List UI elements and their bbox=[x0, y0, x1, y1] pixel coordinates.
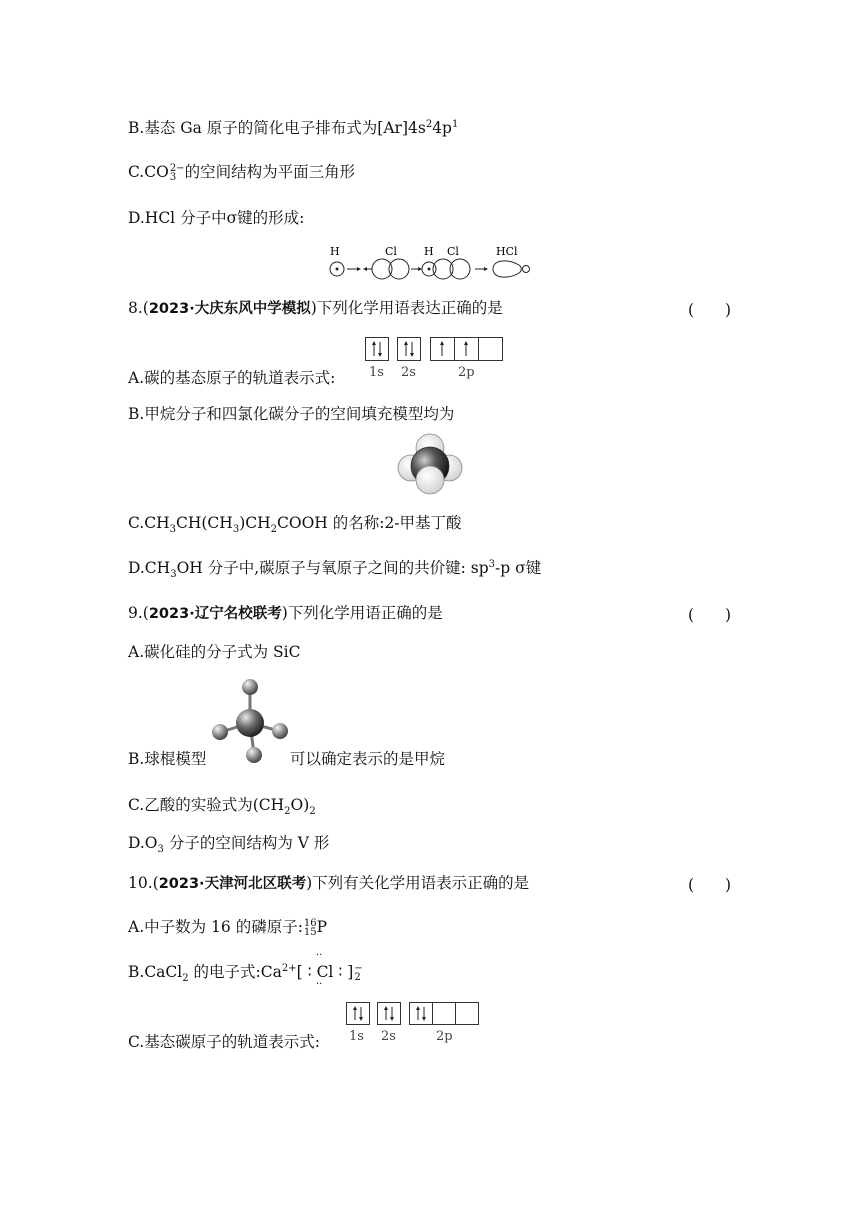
q10-electron-formula: [ ∶ Cl ∶ ] bbox=[296, 963, 354, 981]
q8-option-c-part: COOH 的名称:2-甲基丁酸 bbox=[277, 514, 462, 532]
q8-source: 2023·大庆东风中学模拟 bbox=[148, 301, 311, 317]
arrow-right-icon bbox=[484, 267, 488, 271]
arrow-left-icon bbox=[363, 267, 367, 271]
orbital-box-1s bbox=[346, 1002, 370, 1025]
orbital-label-2p: 2p bbox=[436, 1029, 453, 1044]
q10-element-symbol: P bbox=[316, 918, 328, 936]
orbital-box-2s bbox=[397, 337, 421, 361]
hcl-sigma-bond-diagram bbox=[325, 242, 535, 282]
q10-option-a bbox=[128, 917, 327, 937]
q10-option-b-prefix: B.CaCl bbox=[128, 963, 183, 981]
orbital-box-2p-2 bbox=[454, 337, 479, 361]
q9-option-d-part: D.O bbox=[128, 834, 158, 852]
q10-source: 2023·天津河北区联考 bbox=[158, 876, 307, 892]
q8-option-c-sub: 2 bbox=[270, 524, 277, 536]
q8-option-d-part: OH 分子中,碳原子与氧原子之间的共价键: sp bbox=[176, 559, 489, 577]
q8-option-d-part: D.CH bbox=[128, 559, 171, 577]
q10-option-c: C.基态碳原子的轨道表示式: bbox=[128, 1033, 320, 1051]
q8-option-c-part: C.CH bbox=[128, 514, 170, 532]
space-filling-model-image bbox=[397, 432, 463, 496]
q7-option-d: D.HCl 分子中σ键的形成: bbox=[128, 209, 305, 227]
q8-stem-text: )下列化学用语表达正确的是 bbox=[310, 299, 503, 317]
arrow-right-icon bbox=[418, 267, 422, 271]
q10-mass-number: 16 bbox=[303, 918, 317, 929]
orbital-box-2p-1 bbox=[430, 337, 455, 361]
q9-option-b-right: 可以确定表示的是甲烷 bbox=[290, 750, 446, 768]
q9-option-c-sub: 2 bbox=[284, 806, 291, 818]
q9-option-d-sub: 3 bbox=[157, 844, 164, 856]
diagram-label-cl2: Cl bbox=[447, 245, 459, 258]
orbital-box-2s bbox=[377, 1002, 401, 1025]
q8-option-b: B.甲烷分子和四氯化碳分子的空间填充模型均为 bbox=[128, 405, 455, 423]
orbital-box-1s bbox=[365, 337, 389, 361]
q7-option-c bbox=[128, 162, 355, 182]
q8-option-c-part: )CH bbox=[239, 514, 271, 532]
orbital-label-2s: 2s bbox=[401, 365, 416, 380]
q8-option-d-sub: 3 bbox=[170, 569, 177, 581]
ball-and-stick-model-image bbox=[208, 676, 292, 766]
orbital-label-1s: 1s bbox=[369, 365, 384, 380]
orbital-box-2p-2 bbox=[432, 1002, 456, 1025]
orbital-box-2p-3 bbox=[455, 1002, 479, 1025]
q8-number: 8.( bbox=[128, 299, 149, 317]
arrow-right-icon bbox=[357, 267, 361, 271]
q7-option-c-prefix: C.CO bbox=[128, 163, 169, 181]
electron-dots-bottom: ·· bbox=[316, 979, 323, 990]
q10-option-b-sup: 2+ bbox=[281, 962, 297, 974]
q9-option-a: A.碳化硅的分子式为 SiC bbox=[128, 643, 301, 661]
q9-number: 9.( bbox=[128, 604, 149, 622]
q10-option-b-charge-sign: − bbox=[354, 963, 363, 974]
q8-option-c-sub: 3 bbox=[232, 524, 240, 536]
q10-option-a-nuclide bbox=[304, 919, 317, 937]
q7-option-c-suffix: 的空间结构为平面三角形 bbox=[184, 163, 356, 181]
q8-option-d-sup: 3 bbox=[488, 558, 496, 570]
q8-option-a: A.碳的基态原子的轨道表示式: bbox=[128, 369, 336, 387]
q8-option-c-sub: 3 bbox=[169, 524, 176, 536]
q10-answer-parens: ( ) bbox=[688, 876, 732, 894]
orbital-label-1s: 1s bbox=[349, 1029, 364, 1044]
q7-option-b-sup2: 1 bbox=[451, 118, 459, 130]
q10-option-b-mid: 的电子式:Ca bbox=[188, 963, 282, 981]
q9-stem-text: )下列化学用语正确的是 bbox=[281, 604, 443, 622]
q9-option-c bbox=[128, 795, 316, 818]
q8-option-c-part: CH(CH bbox=[176, 514, 233, 532]
q8-option-d bbox=[128, 558, 542, 581]
q9-option-d bbox=[128, 833, 330, 856]
q8-stem bbox=[128, 298, 503, 319]
q9-answer-parens: ( ) bbox=[688, 606, 732, 624]
q10-option-b-count: 2 bbox=[354, 972, 361, 983]
q10-number: 10.( bbox=[128, 874, 159, 892]
orbital-box-2p-3 bbox=[478, 337, 503, 361]
diagram-label-h1: H bbox=[330, 245, 340, 258]
diagram-label-hcl: HCl bbox=[496, 245, 518, 258]
electron-dots-top: ·· bbox=[316, 950, 323, 961]
orbital-label-2s: 2s bbox=[381, 1029, 396, 1044]
q7-option-c-sub: 3 bbox=[169, 172, 177, 183]
q7-option-b bbox=[128, 118, 458, 138]
q9-option-c-sub: 2 bbox=[309, 806, 316, 818]
sigma-bond-shape bbox=[493, 261, 521, 277]
q10-option-b-sub: 2 bbox=[182, 973, 189, 985]
diagram-label-h2: H bbox=[424, 245, 434, 258]
q9-option-d-part: 分子的空间结构为 V 形 bbox=[163, 834, 330, 852]
q9-option-b-left: B.球棍模型 bbox=[128, 750, 207, 768]
q10-stem-text: )下列有关化学用语表示正确的是 bbox=[306, 874, 530, 892]
q7-option-c-charge bbox=[170, 164, 185, 182]
diagram-label-cl1: Cl bbox=[385, 245, 397, 258]
q7-option-b-mid: 4p bbox=[432, 119, 452, 137]
orbital-label-2p: 2p bbox=[458, 365, 475, 380]
q7-option-b-sup1: 2 bbox=[425, 118, 433, 130]
q8-option-d-part: -p σ键 bbox=[495, 559, 542, 577]
q9-source: 2023·辽宁名校联考 bbox=[148, 606, 282, 622]
q9-stem bbox=[128, 603, 443, 624]
q7-option-c-sup: 2− bbox=[169, 163, 185, 174]
orbital-box-2p-1 bbox=[409, 1002, 433, 1025]
q8-option-c bbox=[128, 513, 462, 536]
q9-option-c-part: O) bbox=[290, 796, 310, 814]
q9-option-c-part: C.乙酸的实验式为(CH bbox=[128, 796, 285, 814]
q10-stem bbox=[128, 873, 529, 894]
q8-answer-parens: ( ) bbox=[688, 301, 732, 319]
q10-option-b-charge bbox=[354, 964, 362, 982]
q10-option-b bbox=[128, 962, 363, 985]
q10-option-a-prefix: A.中子数为 16 的磷原子: bbox=[128, 918, 303, 936]
q10-atomic-number: 15 bbox=[303, 927, 317, 938]
q7-option-b-prefix: B.基态 Ga 原子的简化电子排布式为[Ar]4s bbox=[128, 119, 426, 137]
